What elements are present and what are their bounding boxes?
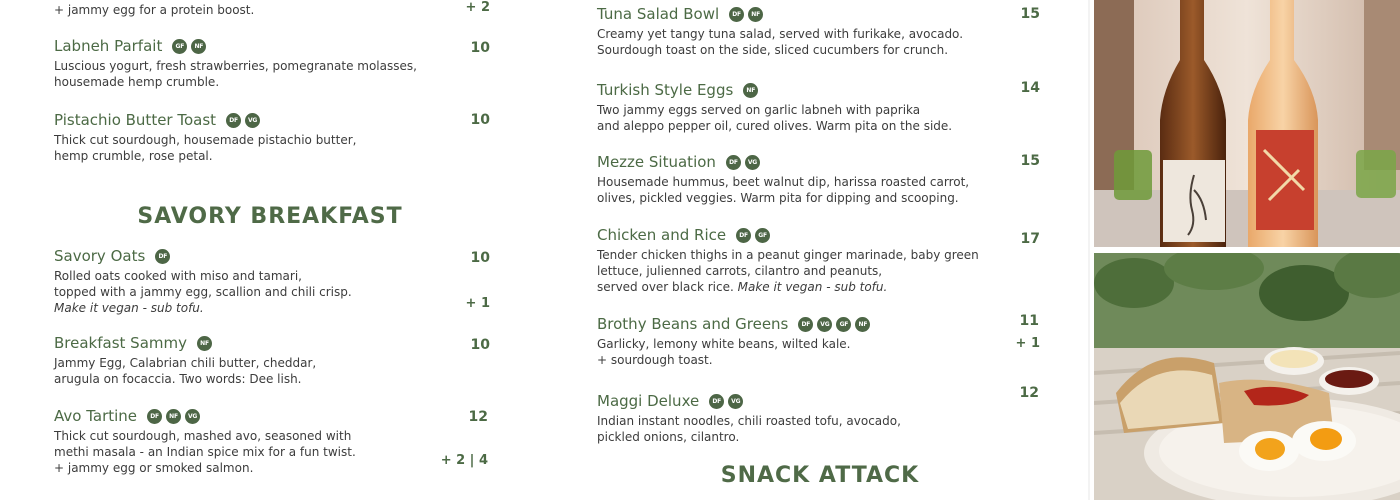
item-desc-line: topped with a jammy egg, scallion and chili crisp. [54,285,352,299]
item-desc-line: and aleppo pepper oil, cured olives. Warm pita on the side. [597,119,953,133]
item-name: Pistachio Butter Toast [54,111,217,129]
item-name: Breakfast Sammy [54,334,187,352]
badge-icon: NF [191,39,206,54]
item-name: Brothy Beans and Greens [597,315,789,333]
item-desc-line: lettuce, julienned carrots, cilantro and peanuts, [597,264,883,278]
item-name: Labneh Parfait [54,37,163,55]
item-name: Savory Oats [54,247,146,265]
badge-icon: NF [197,336,212,351]
item-name: Tuna Salad Bowl [597,5,720,23]
item-name: Maggi Deluxe [597,392,700,410]
item-desc-line: Tender chicken thighs in a peanut ginger marinade, baby green [597,248,979,262]
item-desc-line: pickled onions, cilantro. [597,430,740,444]
badge-icon: DF [729,7,744,22]
menu-item-turkish-style-eggs [597,81,952,134]
item-desc-line: olives, pickled veggies. Warm pita for dipping and scooping. [597,191,959,205]
menu-item-avo-tartine [54,407,356,476]
badge-icon: VG [817,317,832,332]
item-desc-line: Luscious yogurt, fresh strawberries, pomegranate molasses, [54,59,417,73]
badge-icon: DF [709,394,724,409]
item-desc-line: served over black rice. [597,280,738,294]
item-desc-line: methi masala - an Indian spice mix for a fun twist. [54,445,356,459]
badge-icon: VG [245,113,260,128]
addon-price: + 1 [465,296,490,311]
item-price: 11 [1019,313,1039,329]
item-desc-line: housemade hemp crumble. [54,75,220,89]
badge-icon: VG [745,155,760,170]
badge-icon: VG [728,394,743,409]
menu-item-chicken-and-rice [597,226,979,295]
item-name: Avo Tartine [54,407,138,425]
menu-item-savory-oats [54,247,352,316]
badge-icon: DF [736,228,751,243]
item-price: 14 [1020,80,1040,96]
menu-column-left [0,0,560,500]
badge-icon: GF [755,228,770,243]
item-name: Chicken and Rice [597,226,727,244]
item-name: Mezze Situation [597,153,716,171]
item-desc-line: Housemade hummus, beet walnut dip, harissa roasted carrot, [597,175,970,189]
addon-price: + 1 [1015,336,1040,351]
addon-price: + 2 | 4 [440,453,488,468]
badge-icon: GF [172,39,187,54]
menu-item-mezze-situation [597,153,969,206]
badge-icon: NF [748,7,763,22]
item-desc-italic: Make it vegan - sub tofu. [54,301,204,315]
item-desc-line: + jammy egg or smoked salmon. [54,461,254,475]
item-desc-line: arugula on focaccia. Two words: Dee lish. [54,372,302,386]
item-desc-line: Creamy yet tangy tuna salad, served with furikake, avocado. [597,27,964,41]
item-desc-line: Rolled oats cooked with miso and tamari, [54,269,302,283]
item-price: 10 [470,40,490,56]
menu-item-breakfast-sammy [54,334,316,387]
menu-item-pistachio-butter-toast [54,111,356,164]
badge-icon: DF [798,317,813,332]
item-price: 10 [470,250,490,266]
item-price: 10 [470,112,490,128]
item-desc-line: hemp crumble, rose petal. [54,149,213,163]
menu-item-brothy-beans-and-greens [597,315,870,368]
addon-price: + 2 [465,0,490,15]
item-desc-line: + sourdough toast. [597,353,713,367]
item-price: 15 [1020,6,1040,22]
item-desc-line: + jammy egg for a protein boost. [54,3,255,17]
badge-icon: NF [166,409,181,424]
item-price: 10 [470,337,490,353]
badge-icon: VG [185,409,200,424]
wine-bottles-image [1094,0,1400,247]
menu-item-labneh-parfait [54,37,417,90]
menu-item-maggi-deluxe [597,392,901,445]
column-divider [1088,0,1090,500]
toast-and-eggs-photo [1094,253,1400,500]
item-desc-line: Sourdough toast on the side, sliced cucumbers for crunch. [597,43,949,57]
menu-item-tuna-salad-bowl [597,5,963,58]
badge-icon: NF [743,83,758,98]
item-desc-line: Garlicky, lemony white beans, wilted kale. [597,337,851,351]
section-title-savory-breakfast: SAVORY BREAKFAST [137,204,403,229]
item-desc-line: Indian instant noodles, chili roasted tofu, avocado, [597,414,901,428]
item-desc-line: Thick cut sourdough, mashed avo, seasoned with [54,429,352,443]
badge-icon: DF [226,113,241,128]
badge-icon: DF [147,409,162,424]
badge-icon: NF [855,317,870,332]
toast-and-eggs-image [1094,253,1400,500]
item-desc-line: Jammy Egg, Calabrian chili butter, cheddar, [54,356,317,370]
badge-icon: DF [155,249,170,264]
menu-item-partial [54,0,254,18]
badge-icon: DF [726,155,741,170]
menu-column-middle [560,0,1090,500]
item-desc-line: Two jammy eggs served on garlic labneh with paprika [597,103,921,117]
item-price: 17 [1020,231,1040,247]
item-price: 12 [468,409,488,425]
item-price: 15 [1020,153,1040,169]
badge-icon: GF [836,317,851,332]
item-name: Turkish Style Eggs [597,81,734,99]
section-title-snack-attack: SNACK ATTACK [720,463,920,488]
item-desc-italic: Make it vegan - sub tofu. [737,280,888,294]
item-price: 12 [1019,385,1039,401]
item-desc-line: Thick cut sourdough, housemade pistachio butter, [54,133,357,147]
wine-bottles-photo [1094,0,1400,247]
